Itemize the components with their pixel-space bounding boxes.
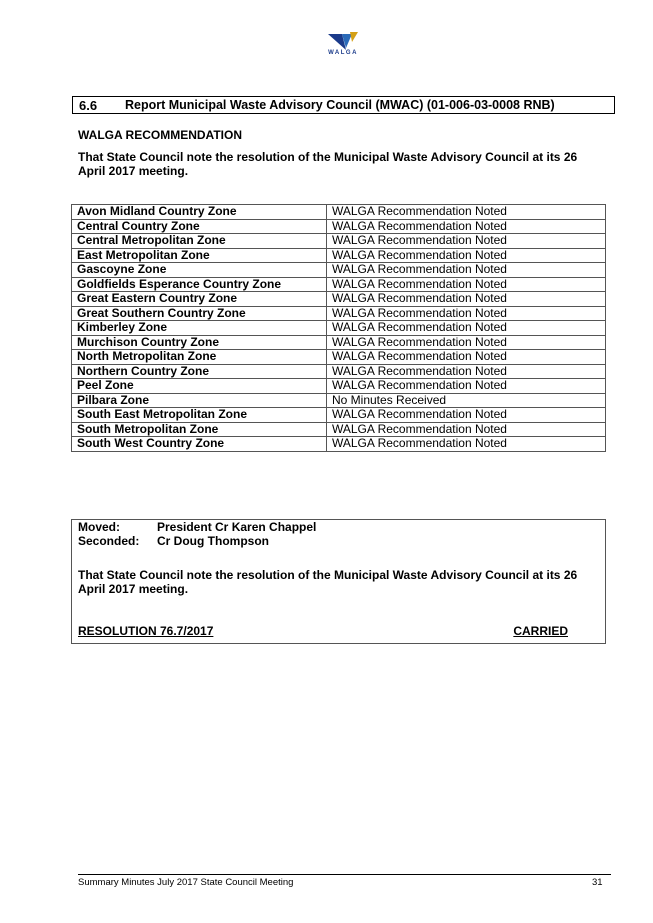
zone-name: North Metropolitan Zone <box>72 350 327 365</box>
table-row <box>72 364 606 379</box>
zone-name: Goldfields Esperance Country Zone <box>72 277 327 292</box>
table-row <box>72 408 606 423</box>
zone-status: WALGA Recommendation Noted <box>327 379 606 394</box>
footer-divider <box>78 874 611 875</box>
zone-status: WALGA Recommendation Noted <box>327 219 606 234</box>
table-row <box>72 321 606 336</box>
seconded-value: Cr Doug Thompson <box>157 534 269 548</box>
table-row <box>72 350 606 365</box>
zone-name: South East Metropolitan Zone <box>72 408 327 423</box>
resolution-box <box>71 519 606 644</box>
zone-status: WALGA Recommendation Noted <box>327 234 606 249</box>
table-row <box>72 422 606 437</box>
zone-name: Central Metropolitan Zone <box>72 234 327 249</box>
zone-name: Kimberley Zone <box>72 321 327 336</box>
zone-status-table <box>71 204 606 452</box>
zone-name: Peel Zone <box>72 379 327 394</box>
zone-name: Avon Midland Country Zone <box>72 205 327 220</box>
zone-name: Pilbara Zone <box>72 393 327 408</box>
zone-status: WALGA Recommendation Noted <box>327 335 606 350</box>
section-heading <box>72 96 615 114</box>
zone-status: WALGA Recommendation Noted <box>327 364 606 379</box>
section-title: Report Municipal Waste Advisory Council (MWAC) (01-006-03-0008 RNB) <box>125 98 555 112</box>
logo-wordmark: WALGA <box>328 50 358 56</box>
resolution-text: That State Council note the resolution of the Municipal Waste Advisory Council at its 26 April 2017 meeting. <box>78 568 578 596</box>
zone-name: Great Southern Country Zone <box>72 306 327 321</box>
zone-status: No Minutes Received <box>327 393 606 408</box>
table-row <box>72 292 606 307</box>
zone-name: Northern Country Zone <box>72 364 327 379</box>
zone-status: WALGA Recommendation Noted <box>327 321 606 336</box>
table-row <box>72 277 606 292</box>
resolution-number: RESOLUTION 76.7/2017 <box>78 624 214 638</box>
zone-status: WALGA Recommendation Noted <box>327 437 606 452</box>
table-row <box>72 234 606 249</box>
table-row <box>72 248 606 263</box>
table-row <box>72 393 606 408</box>
zone-name: East Metropolitan Zone <box>72 248 327 263</box>
table-row <box>72 219 606 234</box>
zone-status: WALGA Recommendation Noted <box>327 292 606 307</box>
table-row <box>72 335 606 350</box>
table-row <box>72 263 606 278</box>
section-number: 6.6 <box>79 98 98 113</box>
zone-status: WALGA Recommendation Noted <box>327 205 606 220</box>
zone-status: WALGA Recommendation Noted <box>327 350 606 365</box>
zone-name: Murchison Country Zone <box>72 335 327 350</box>
zone-name: South Metropolitan Zone <box>72 422 327 437</box>
moved-label: Moved: <box>78 520 120 534</box>
zone-status: WALGA Recommendation Noted <box>327 248 606 263</box>
zone-name: Gascoyne Zone <box>72 263 327 278</box>
zone-status: WALGA Recommendation Noted <box>327 422 606 437</box>
table-row <box>72 306 606 321</box>
table-row <box>72 379 606 394</box>
zone-status: WALGA Recommendation Noted <box>327 306 606 321</box>
recommendation-text: That State Council note the resolution of the Municipal Waste Advisory Council at its 26 April 2017 meeting. <box>78 150 578 178</box>
zone-name: Central Country Zone <box>72 219 327 234</box>
zone-status: WALGA Recommendation Noted <box>327 408 606 423</box>
walga-logo-icon <box>322 30 364 62</box>
table-row <box>72 205 606 220</box>
table-row <box>72 437 606 452</box>
moved-value: President Cr Karen Chappel <box>157 520 317 534</box>
zone-status: WALGA Recommendation Noted <box>327 277 606 292</box>
seconded-row <box>78 534 269 548</box>
resolution-outcome: CARRIED <box>513 624 568 638</box>
seconded-label: Seconded: <box>78 534 140 548</box>
moved-row <box>78 520 316 534</box>
zone-status: WALGA Recommendation Noted <box>327 263 606 278</box>
footer-title: Summary Minutes July 2017 State Council Meeting <box>78 877 294 888</box>
zone-name: South West Country Zone <box>72 437 327 452</box>
recommendation-heading: WALGA RECOMMENDATION <box>78 128 242 142</box>
zone-name: Great Eastern Country Zone <box>72 292 327 307</box>
page-number: 31 <box>592 877 603 888</box>
